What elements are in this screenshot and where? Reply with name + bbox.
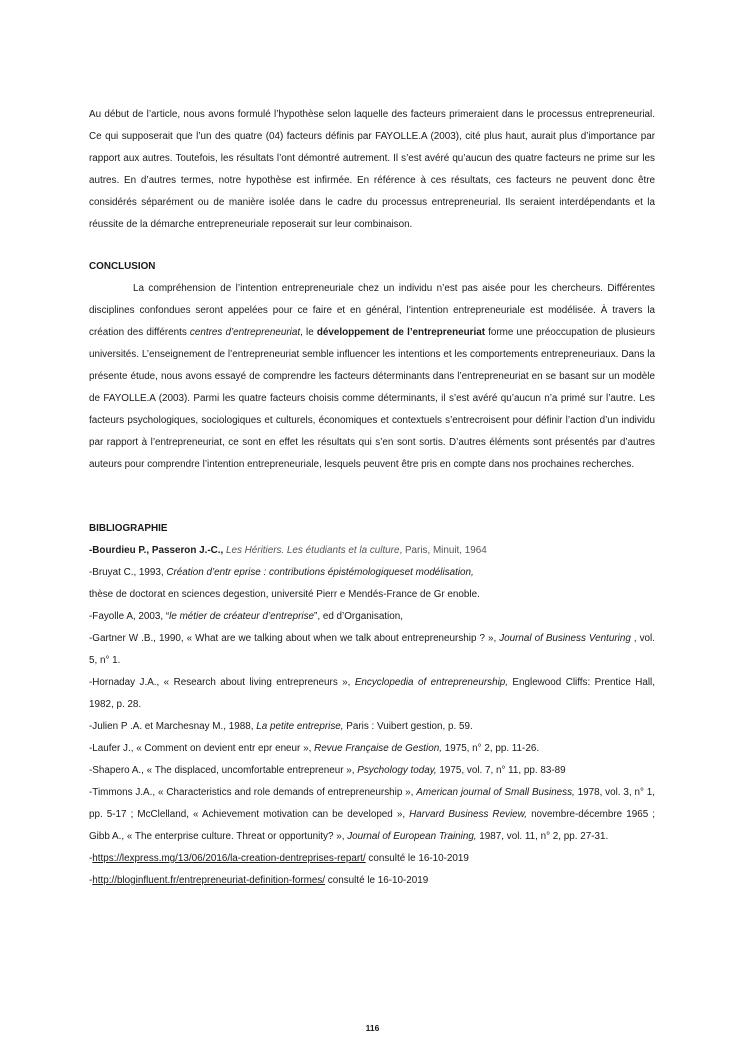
conclusion-bold-term: développement de l’entrepreneuriat xyxy=(316,327,485,338)
bib-details: Paris : Vuibert gestion, p. 59. xyxy=(343,721,473,732)
bibliography xyxy=(89,518,655,892)
bib-entry-fayolle xyxy=(89,606,655,628)
bib-details: 1975, vol. 7, n° 11, pp. 83-89 xyxy=(436,765,566,776)
lexpress-link[interactable]: https://lexpress.mg/13/06/2016/la-creation-dentreprises-repart/ xyxy=(92,853,366,864)
bib-title: le métier de créateur d’entreprise xyxy=(169,611,315,622)
page-number: 116 xyxy=(365,1023,380,1033)
bib-title: Création d’entr eprise : contributions épistémologiqueset modélisation, xyxy=(166,567,474,578)
bib-author: -Hornaday J.A., « Research about living entrepreneurs », xyxy=(89,677,355,688)
bib-details: 1987, vol. 11, n° 2, pp. 27-31. xyxy=(476,831,609,842)
bib-author: -Shapero A., « The displaced, uncomfortable entrepreneur », xyxy=(89,765,358,776)
bib-entry-shapero xyxy=(89,760,655,782)
bib-details: 1975, n° 2, pp. 11-26. xyxy=(441,743,540,754)
bib-dash: - xyxy=(89,875,93,886)
bib-title: Harvard Business Review, xyxy=(409,809,528,820)
bib-dash: - xyxy=(89,853,93,864)
document-page xyxy=(89,104,655,892)
conclusion-italic-term: centres d’entrepreneuriat xyxy=(189,327,301,338)
bib-entry-gartner xyxy=(89,628,655,672)
conclusion-text-1: La compréhension de l’intention entrepreneuriale chez un individu n’est pas aisée pour les chercheurs. Différentes disciplines confondues seront appelées pour ce faire et en général, l’intention entrepreneuriale est modélisée. À travers la création des différents xyxy=(89,283,655,338)
bib-entry-link-lexpress xyxy=(89,848,655,870)
bib-author: -Gartner W .B., 1990, « What are we talking about when we talk about entrepreneurship ? », xyxy=(89,633,500,644)
intro-paragraph: Au début de l’article, nous avons formulé l’hypothèse selon laquelle des facteurs primeraient dans le processus entrepreneurial. Ce qui supposerait que l’un des quatre (04) facteurs définis par FAYOLLE.A (2003), cité plus haut, aurait plus d’importance par rapport aux autres. Toutefois, les résultats l’ont démontré autrement. Il s’est avéré qu’aucun des quatre facteurs ne prime sur les autres. En d’autres termes, notre hypothèse est infirmée. En référence à ces résultats, ces facteurs ne peuvent donc être considérés séparément ou de manière isolée dans le cadre du processus entrepreneurial. Ils seraient interdépendants et la réussite de la démarche entrepreneuriale reposerait sur leur combinaison. xyxy=(89,109,655,230)
conclusion-text-2: , le xyxy=(300,327,317,338)
bib-author: -Laufer J., « Comment on devient entr epr eneur », xyxy=(89,743,315,754)
bib-entry-laufer xyxy=(89,738,655,760)
bib-author: -Bourdieu P., Passeron J.-C., xyxy=(89,545,224,556)
bib-consulted: consulté le 16-10-2019 xyxy=(325,875,429,886)
bib-title: Revue Française de Gestion, xyxy=(314,743,442,754)
bib-title: Encyclopedia of entrepreneurship, xyxy=(354,677,509,688)
bib-title: Journal of Business Venturing xyxy=(499,633,631,644)
bib-author: -Bruyat C., 1993, xyxy=(89,567,167,578)
conclusion-text-3: forme une préoccupation de plusieurs universités. L’enseignement de l’entrepreneuriat semble influencer les intentions et les comportements entrepreneuriaux. Dans la présente étude, nous avons essayé de comprendre les facteurs déterminants dans l’entrepreneuriat en se basant sur un modèle de FAYOLLE.A (2003). Parmi les quatre facteurs choisis comme déterminants, il s’est avéré qu’aucun n’a primé sur l’autre. Les facteurs psychologiques, sociologiques et culturels, économiques et contextuels s’entrecroisent pour définir l’action d’un individu par rapport à l’entrepreneuriat, ce sont en effet les résultats qui s’en sont sortis. D’autres éléments sont présentés par d’autres auteurs pour comprendre l’intention entrepreneuriale, lesquels peuvent être pris en compte dans nos prochaines recherches. xyxy=(89,327,655,470)
bib-details: 1978, vol. 3, n° 1, pp. 5-17 ; McClelland, « Achievement motivation can be developed », xyxy=(89,787,656,820)
bib-entry-timmons xyxy=(89,782,655,848)
bib-entry-link-bloginfluent xyxy=(89,870,655,892)
bib-entry-julien xyxy=(89,716,655,738)
bib-author: -Fayolle A, 2003, “ xyxy=(89,611,170,622)
bib-entry-bruyat-cont: thèse de doctorat en sciences degestion, université Pierr e Mendés-France de Gr enoble. xyxy=(89,589,480,600)
bib-entry-bourdieu xyxy=(89,540,655,562)
conclusion-heading: CONCLUSION xyxy=(89,261,156,272)
bib-entry-bruyat xyxy=(89,562,655,584)
bloginfluent-link[interactable]: http://bloginfluent.fr/entrepreneuriat-definition-formes/ xyxy=(92,875,326,886)
bib-details: ”, ed d’Organisation, xyxy=(314,611,403,622)
bib-entry-hornaday xyxy=(89,672,655,716)
bib-details: , Paris, Minuit, 1964 xyxy=(399,545,487,556)
bib-title: American journal of Small Business, xyxy=(416,787,575,798)
bib-title: Les Héritiers. Les étudiants et la culture xyxy=(223,545,400,556)
bib-details: Englewood Cliffs: Prentice Hall, 1982, p. 28. xyxy=(89,677,655,710)
bib-title: La petite entreprise, xyxy=(256,721,344,732)
bib-title: Journal of European Training, xyxy=(347,831,477,842)
bib-author: -Timmons J.A., « Characteristics and role demands of entrepreneurship », xyxy=(89,787,417,798)
bib-details: , vol. 5, n° 1. xyxy=(89,633,655,666)
bib-details: novembre-décembre 1965 ; Gibb A., « The enterprise culture. Threat or opportunity? », xyxy=(89,809,655,842)
bib-consulted: consulté le 16-10-2019 xyxy=(365,853,469,864)
bibliography-heading: BIBLIOGRAPHIE xyxy=(89,523,168,534)
conclusion-paragraph xyxy=(89,278,655,476)
bib-author: -Julien P .A. et Marchesnay M., 1988, xyxy=(89,721,257,732)
bib-title: Psychology today, xyxy=(357,765,437,776)
